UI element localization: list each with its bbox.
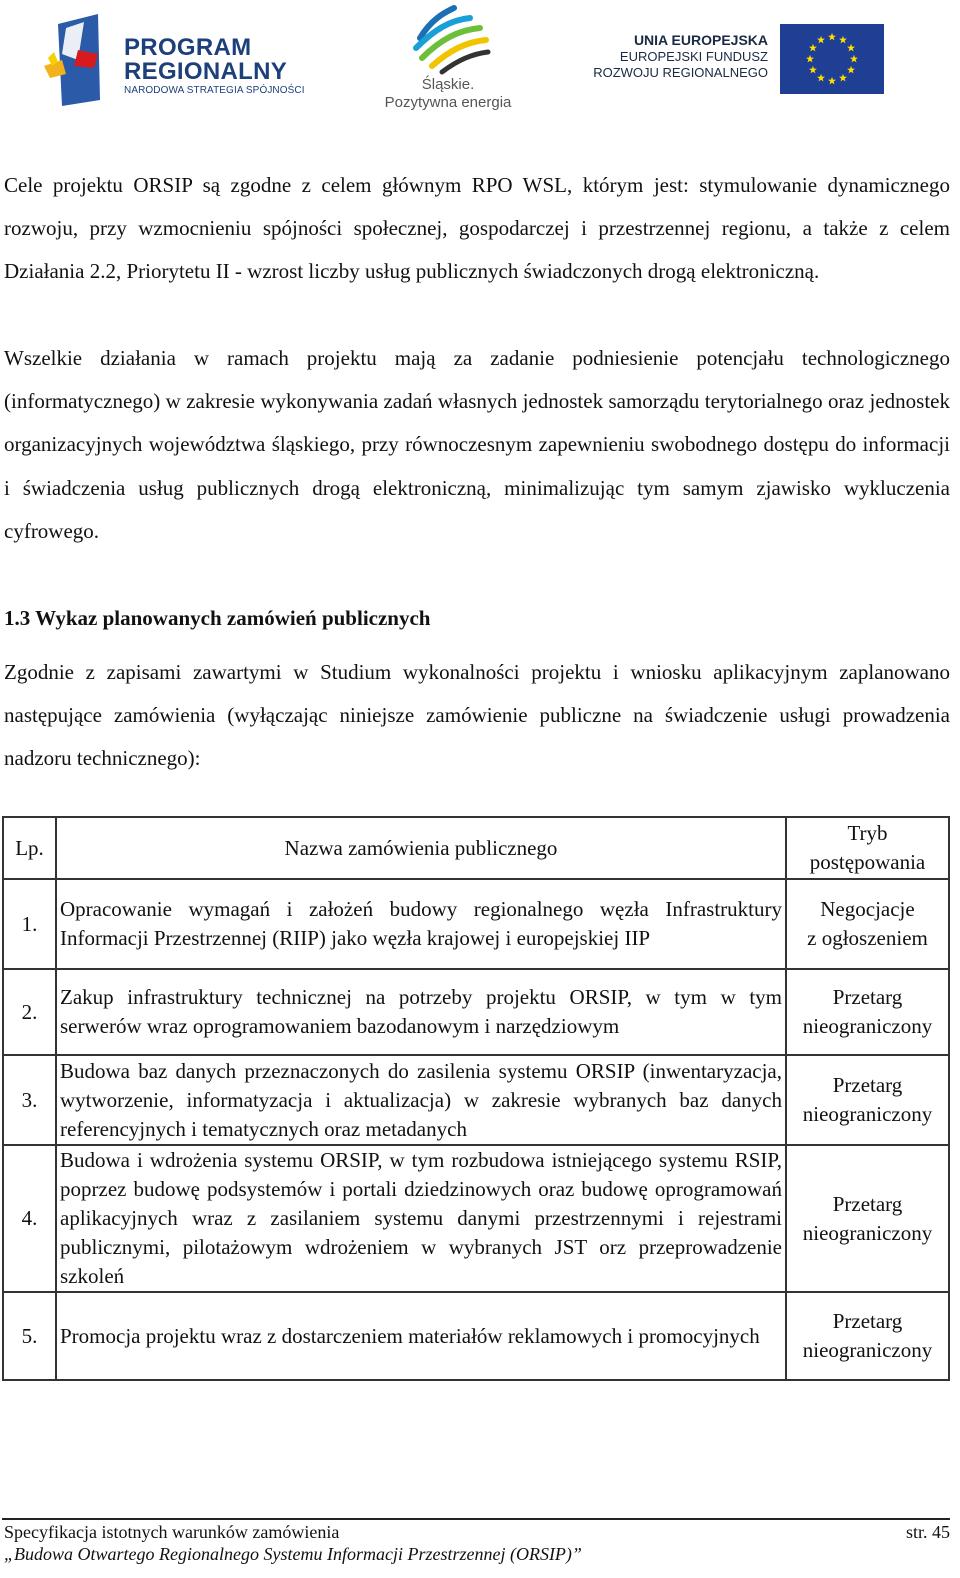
program-regionalny-logo xyxy=(44,14,334,106)
row-name: Zakup infrastruktury technicznej na potrzeby projektu ORSIP, w tym w tym serwerów wraz oprogramowaniem bazodanowym i narzędziowym xyxy=(56,969,786,1055)
row-lp: 2. xyxy=(3,969,56,1055)
row-tryb xyxy=(786,879,949,969)
paragraph-planned-orders: Zgodnie z zapisami zawartymi w Studium wykonalności projektu i wniosku aplikacyjnym zaplanowano następujące zamówienia (wyłączając niniejsze zamówienie publiczne na świadczenie usługi prowadzenia nadzoru technicznego): xyxy=(4,660,950,771)
section-heading: 1.3 Wykaz planowanych zamówień publicznych xyxy=(4,606,431,630)
row-tryb-line1: Przetarg xyxy=(832,1073,903,1097)
row-name: Opracowanie wymagań i założeń budowy regionalnego węzła Infrastruktury Informacji Przestrzennej (RIIP) jako węzła krajowej i europejskiej IIP xyxy=(56,879,786,969)
table-row xyxy=(3,1145,949,1292)
row-tryb xyxy=(786,1292,949,1380)
header-name: Nazwa zamówienia publicznego xyxy=(56,817,786,879)
row-lp: 4. xyxy=(3,1145,56,1292)
footer-spec-label: Specyfikacja istotnych warunków zamówienia xyxy=(4,1522,340,1542)
row-lp: 1. xyxy=(3,879,56,969)
footer-divider xyxy=(2,1518,950,1520)
eu-line1: UNIA EUROPEJSKA xyxy=(633,32,768,48)
table-row xyxy=(3,1292,949,1380)
paragraph-activities: Wszelkie działania w ramach projektu mają za zadanie podniesienie potencjału technologicznego (informatycznego) w zakresie wykonywania zadań własnych jednostek samorządu terytorialnego oraz jednostek organizacyjnych województwa śląskiego, przy równoczesnym zapewnieniu swobodnego dostępu do informacji i świadczenia usług publicznych drogą elektroniczną, minimalizując tym samym zjawisko wykluczenia cyfrowego. xyxy=(4,346,950,543)
program-regionalny-line1: PROGRAM xyxy=(124,34,252,61)
paragraph-goals: Cele projektu ORSIP są zgodne z celem głównym RPO WSL, którym jest: stymulowanie dynamicznego rozwoju, przy wzmocnieniu spójności społecznej, gospodarczej i przestrzennej regionu, a także z celem Działania 2.2, Priorytetu II - wzrost liczby usług publicznych świadczonych drogą elektroniczną. xyxy=(4,173,950,284)
planned-orders-table xyxy=(2,816,950,1381)
row-tryb xyxy=(786,1145,949,1292)
eu-flag-icon xyxy=(780,24,884,94)
row-lp: 3. xyxy=(3,1055,56,1145)
row-tryb xyxy=(786,1055,949,1145)
eu-line3: ROZWOJU REGIONALNEGO xyxy=(593,65,768,80)
slaskie-line2: Pozytywna energia xyxy=(384,94,512,111)
slaskie-line1: Śląskie. xyxy=(421,76,475,93)
footer-page-number: str. 45 xyxy=(905,1522,950,1542)
header-tryb xyxy=(786,817,949,879)
program-regionalny-emblem-icon xyxy=(44,14,114,106)
page-footer xyxy=(4,1521,950,1565)
row-tryb-line2: z ogłoszeniem xyxy=(807,926,928,950)
row-tryb-line2: nieograniczony xyxy=(802,1102,933,1126)
slaskie-waves-icon xyxy=(380,4,520,76)
row-name: Promocja projektu wraz z dostarczeniem materiałów reklamowych i promocyjnych xyxy=(56,1292,786,1380)
row-tryb-line2: nieograniczony xyxy=(802,1014,933,1038)
program-regionalny-line3: NARODOWA STRATEGIA SPÓJNOŚCI xyxy=(124,85,305,96)
row-lp: 5. xyxy=(3,1292,56,1380)
eu-logo xyxy=(588,24,888,96)
footer-row xyxy=(4,1521,950,1543)
row-tryb-line1: Przetarg xyxy=(832,1191,903,1216)
slaskie-logo xyxy=(380,4,520,116)
header-tryb-line2: postępowania xyxy=(809,850,926,874)
header-lp: Lp. xyxy=(3,817,56,879)
row-tryb-line2: nieograniczony xyxy=(802,1220,933,1245)
logo-header xyxy=(0,0,960,130)
slaskie-text xyxy=(380,76,516,112)
eu-text xyxy=(588,32,768,81)
row-tryb-line1: Przetarg xyxy=(832,1309,903,1333)
header-tryb-line1: Tryb xyxy=(847,821,888,845)
row-tryb-line1: Przetarg xyxy=(832,985,903,1009)
row-name: Budowa baz danych przeznaczonych do zasilenia systemu ORSIP (inwentaryzacja, wytworzenie, informatyzacja i aktualizacja) w zakresie wybranych baz danych referencyjnych i tematycznych oraz metadanych xyxy=(56,1055,786,1145)
table-row xyxy=(3,879,949,969)
table-row xyxy=(3,969,949,1055)
program-regionalny-text xyxy=(124,36,305,98)
footer-project-title: „Budowa Otwartego Regionalnego Systemu Informacji Przestrzennej (ORSIP)” xyxy=(4,1544,582,1564)
table-header-row xyxy=(3,817,949,879)
row-tryb-line2: nieograniczony xyxy=(802,1338,933,1362)
eu-line2: EUROPEJSKI FUNDUSZ xyxy=(619,49,768,64)
table-row xyxy=(3,1055,949,1145)
row-name: Budowa i wdrożenia systemu ORSIP, w tym rozbudowa istniejącego systemu RSIP, poprzez budowę podsystemów i portali dziedzinowych oraz budowę oprogramowań aplikacyjnych wraz z zasilaniem systemu danymi przestrzennymi i rejestrami publicznymi, pilotażowym wdrożeniem w wybranych JST orz przeprowadzenie szkoleń xyxy=(56,1145,786,1292)
row-tryb-line1: Negocjacje xyxy=(820,897,915,921)
program-regionalny-line2: REGIONALNY xyxy=(124,58,288,85)
row-tryb xyxy=(786,969,949,1055)
